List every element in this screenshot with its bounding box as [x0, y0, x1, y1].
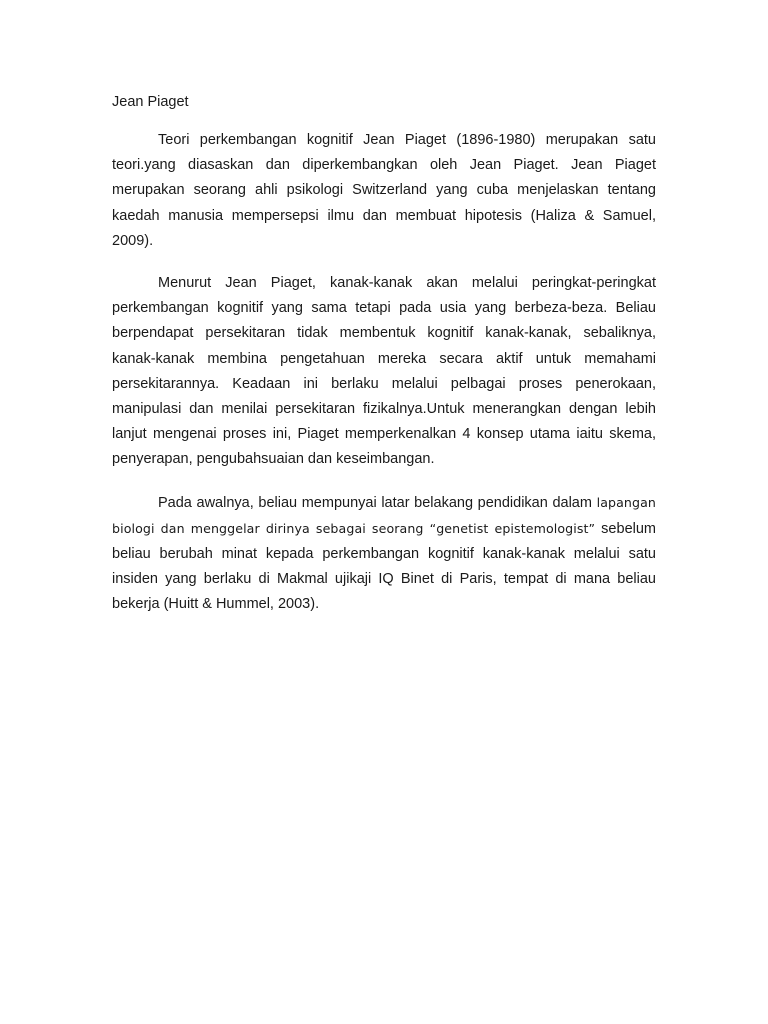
- paragraph-3-text-end: sebelum beliau berubah minat kepada perkembangan kognitif kanak-kanak melalui satu insiden yang berlaku di Makmal ujikaji IQ Binet di Paris, tempat di mana beliau bekerja (Huitt & Hummel, 2003).: [112, 520, 656, 613]
- paragraph-3-text-start: Pada awalnya, beliau mempunyai latar belakang pendidikan dalam: [158, 494, 597, 511]
- document-title: Jean Piaget: [112, 94, 189, 110]
- paragraph-3: [112, 490, 656, 618]
- paragraph-1: Teori perkembangan kognitif Jean Piaget (1896-1980) merupakan satu teori.yang diasaskan dan diperkembangkan oleh Jean Piaget. Jean Piaget merupakan seorang ahli psikologi Switzerland yang cuba menjelaskan tentang kaedah manusia mempersepsi ilmu dan membuat hipotesis (Haliza & Samuel, 2009).: [112, 132, 656, 249]
- paragraph-2: Menurut Jean Piaget, kanak-kanak akan melalui peringkat-peringkat perkembangan kognitif yang sama tetapi pada usia yang berbeza-beza. Beliau berpendapat persekitaran tidak membentuk kognitif kanak-kanak, sebaliknya, kanak-kanak membina pengetahuan mereka secara aktif untuk memahami persekitarannya. Keadaan ini berlaku melalui pelbagai proses penerokaan, manipulasi dan menilai persekitaran fizikalnya.Untuk menerangkan dengan lebih lanjut mengenai proses ini, Piaget memperkenalkan 4 konsep utama iaitu skema, penyerapan, pengubahsuaian dan keseimbangan.: [112, 275, 656, 468]
- paragraph-3-alt-font-text: lapangan biologi dan menggelar dirinya sebagai seorang “genetist epistemologist”: [112, 494, 656, 536]
- document-page: [112, 90, 656, 635]
